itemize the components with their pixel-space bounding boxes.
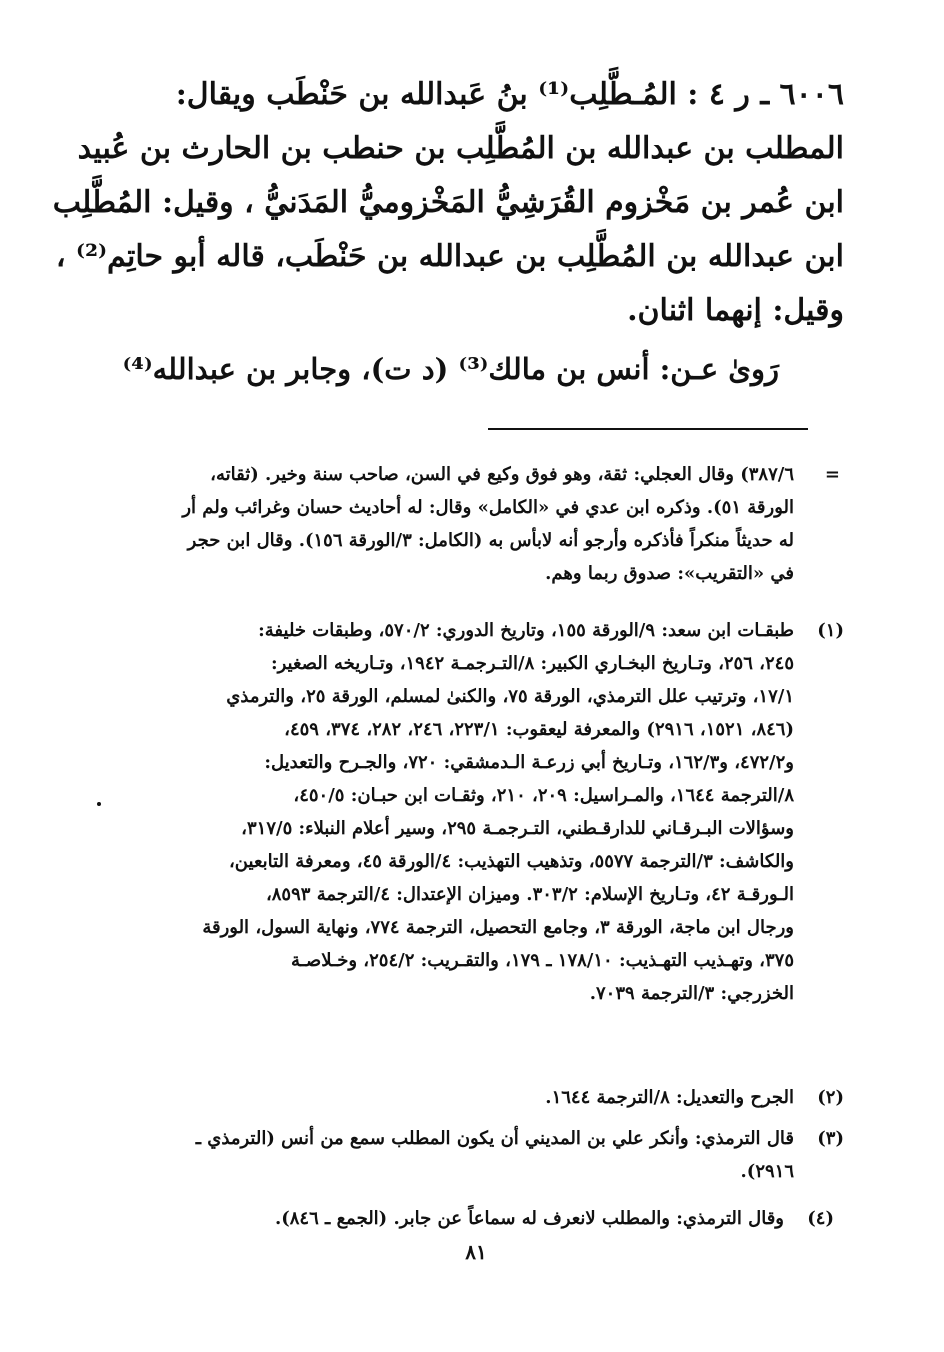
footnote-line: ٢٤٥، ٢٥٦، وتـاريخ البخـاري الكبير: ٨/التـرجمـة ١٩٤٢، وتـاريخه الصغير: xyxy=(270,653,794,674)
footnote-line: له حديثاً منكراً فأذكره وأرجو أنه لابأس به (الكامل: ٣/الورقة ١٥٦). وقال ابن حجر xyxy=(187,530,794,551)
footnote-4 xyxy=(134,1202,834,1235)
footnote-line: (٨٤٦، ١٥٢١، ٢٩١٦) والمعرفة ليعقوب: ٢٢٣/١، ٢٤٦، ٢٨٢، ٣٧٤، ٤٥٩، xyxy=(284,719,794,740)
footnote-line: طبقـات ابن سعد: ٩/الورقة ١٥٥، وتاريخ الدوري: ٥٧٠/٢، وطبقات خليفة: xyxy=(258,620,794,641)
footnote-line: ١٧/١، وترتيب علل الترمذي، الورقة ٧٥، والكنىٰ لمسلم، الورقة ٢٥، والترمذي xyxy=(226,686,794,707)
footnote-line: ورجال ابن ماجة، الورقة ٣، وجامع التحصيل، الترجمة ٧٧٤، ونهاية السول، الورقة xyxy=(202,917,794,938)
footnote-line: الـورقـة ٤٢، وتـاريخ الإسلام: ٣٠٣/٢. وميزان الإعتدال: ٤/الترجمة ٨٥٩٣، xyxy=(265,884,794,905)
footnote-marker: (٣) xyxy=(817,1128,844,1149)
footnote-separator xyxy=(488,428,808,430)
footnote-marker: (١) xyxy=(817,620,844,641)
footnote-3 xyxy=(102,1122,844,1188)
footnote-line: ٣٨٧/٦) وقال العجلي: ثقة، وهو فوق وكيع في السن، صاحب سنة وخير. (ثقاته، xyxy=(210,464,794,485)
footnote-marker: (٢) xyxy=(817,1087,844,1108)
footnote-line: في «التقريب»: صدوق ربما وهم. xyxy=(545,563,794,584)
text-line: المطلب بن عبدالله بن المُطَّلِب بن حنطب بن الحارث بن عُبيد xyxy=(77,131,844,166)
footnote-marker: (٤) xyxy=(807,1208,834,1229)
footnote-2 xyxy=(102,1081,844,1114)
narration-line: رَوىٰ عـن: أنس بن مالك⁽³⁾ (د ت)، وجابر بن عبدالله⁽⁴⁾ xyxy=(122,352,779,386)
footnote-line: الجرح والتعديل: ٨/الترجمة ١٦٤٤. xyxy=(545,1087,794,1108)
footnote-line: الخزرجي: ٣/الترجمة ٧٠٣٩. xyxy=(589,983,794,1004)
biography-entry xyxy=(52,68,844,338)
footnote-line: والكاشف: ٣/الترجمة ٥٥٧٧، وتذهيب التهذيب: ٤/الورقة ٤٥، ومعرفة التابعين، xyxy=(229,851,794,872)
text-line: وقيل: إنهما اثنان. xyxy=(627,293,844,328)
ink-dot xyxy=(97,802,101,806)
footnote-line: ٢٩١٦). xyxy=(740,1161,794,1182)
text-line: ابن عُمر بن مَخْزوم القُرَشِيُّ المَخْزوميُّ المَدَنيُّ ، وقيل: المُطَّلِب xyxy=(52,185,844,220)
footnote-line: قال الترمذي: وأنكر علي بن المديني أن يكون المطلب سمع من أنس (الترمذي ـ xyxy=(195,1128,794,1149)
footnote-1 xyxy=(102,614,844,1010)
footnote-line: ٨/الترجمة ١٦٤٤، والمـراسيل: ٢٠٩، ٢١٠، وثقـات ابن حبـان: ٤٥٠/٥، xyxy=(293,785,794,806)
text-line: ٦٠٠٦ ـ ر ٤ : المُـطَّلِب⁽¹⁾ بنُ عَبدالله بن حَنْطَب ويقال: xyxy=(175,77,844,112)
page-number: ٨١ xyxy=(465,1240,487,1264)
footnote-line: ٣٧٥، وتهـذيب التهـذيب: ١٧٨/١٠ ـ ١٧٩، والتقـريب: ٢٥٤/٢، وخـلاصـة xyxy=(290,950,794,971)
footnote-line: وسؤالات البـرقـاني للدارقـطني، التـرجمـة ٢٩٥، وسير أعلام النبلاء: ٣١٧/٥، xyxy=(241,818,794,839)
footnote-marker: = xyxy=(824,464,840,485)
footnote-line: و٤٧٢/٢، و١٦٢/٣، وتـاريخ أبي زرعـة الـدمشقي: ٧٢٠، والجـرح والتعديل: xyxy=(264,752,794,773)
footnote-continuation xyxy=(102,458,844,590)
text-line: ابن عبدالله بن المُطَّلِب بن عبدالله بن حَنْطَب، قاله أبو حاتِم⁽²⁾ ، xyxy=(55,239,844,274)
footnote-line: الورقة ٥١). وذكره ابن عدي في «الكامل» وقال: له أحاديث حسان وغرائب ولم أر xyxy=(182,497,794,518)
footnote-line: وقال الترمذي: والمطلب لانعرف له سماعاً عن جابر. (الجمع ـ ٨٤٦). xyxy=(274,1208,784,1229)
